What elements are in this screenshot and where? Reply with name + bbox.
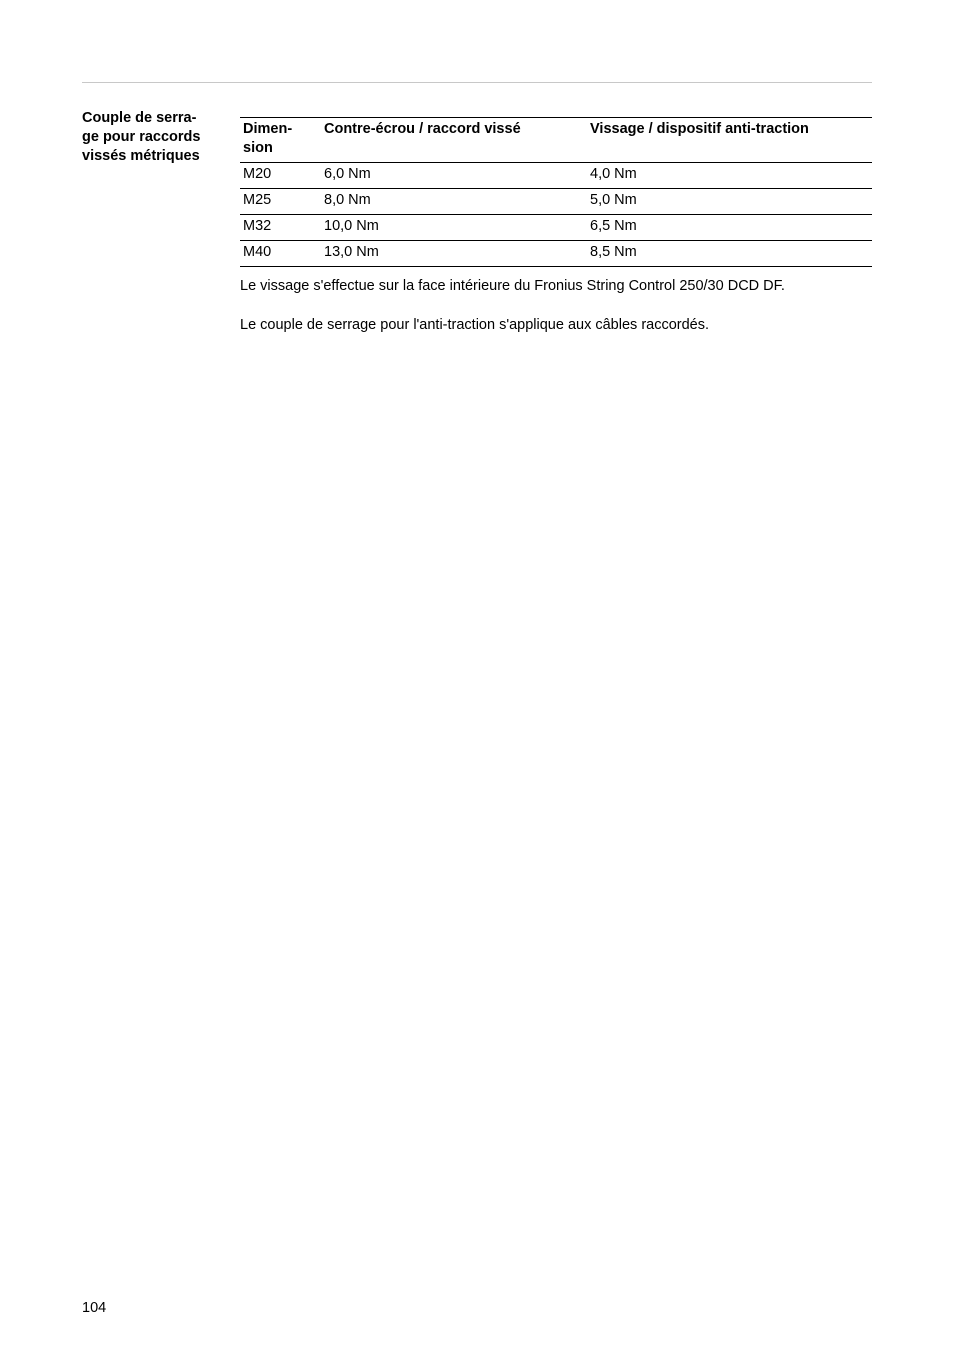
cell-strain-relief: 5,0 Nm [587,189,872,215]
header-nut: Contre-écrou / raccord vissé [324,121,521,137]
cell-dimension: M25 [240,189,321,215]
section-content [240,117,872,335]
note-mounting-side: Le vissage s'effectue sur la face intérieure du Fronius String Control 250/30 DCD DF. [240,278,785,294]
section-title [82,109,232,166]
section-title-line: Couple de serra- [82,110,197,126]
cell-strain-relief: 4,0 Nm [587,163,872,189]
note-strain-relief: Le couple de serrage pour l'anti-traction s'applique aux câbles raccordés. [240,317,710,333]
cell-dimension: M32 [240,215,321,241]
header-dimension-line: Dimen- [243,121,293,137]
header-dimension-line: sion [243,140,273,156]
cell-nut: 8,0 Nm [321,189,587,215]
table-row [240,189,872,215]
torque-table [240,117,872,267]
cell-nut: 10,0 Nm [321,215,587,241]
cell-dimension: M40 [240,241,321,267]
cell-strain-relief: 8,5 Nm [587,241,872,267]
table-row [240,163,872,189]
section-title-line: ge pour raccords [82,129,201,145]
cell-strain-relief: 6,5 Nm [587,215,872,241]
header-dimension [240,118,321,163]
table-row [240,215,872,241]
table-row [240,241,872,267]
table-header-row [240,118,872,163]
cell-nut: 6,0 Nm [321,163,587,189]
header-strain-relief: Vissage / dispositif anti-traction [590,121,809,137]
header-rule [82,82,872,83]
section-title-line: vissés métriques [82,148,200,164]
cell-dimension: M20 [240,163,321,189]
cell-nut: 13,0 Nm [321,241,587,267]
page-number: 104 [82,1300,107,1316]
